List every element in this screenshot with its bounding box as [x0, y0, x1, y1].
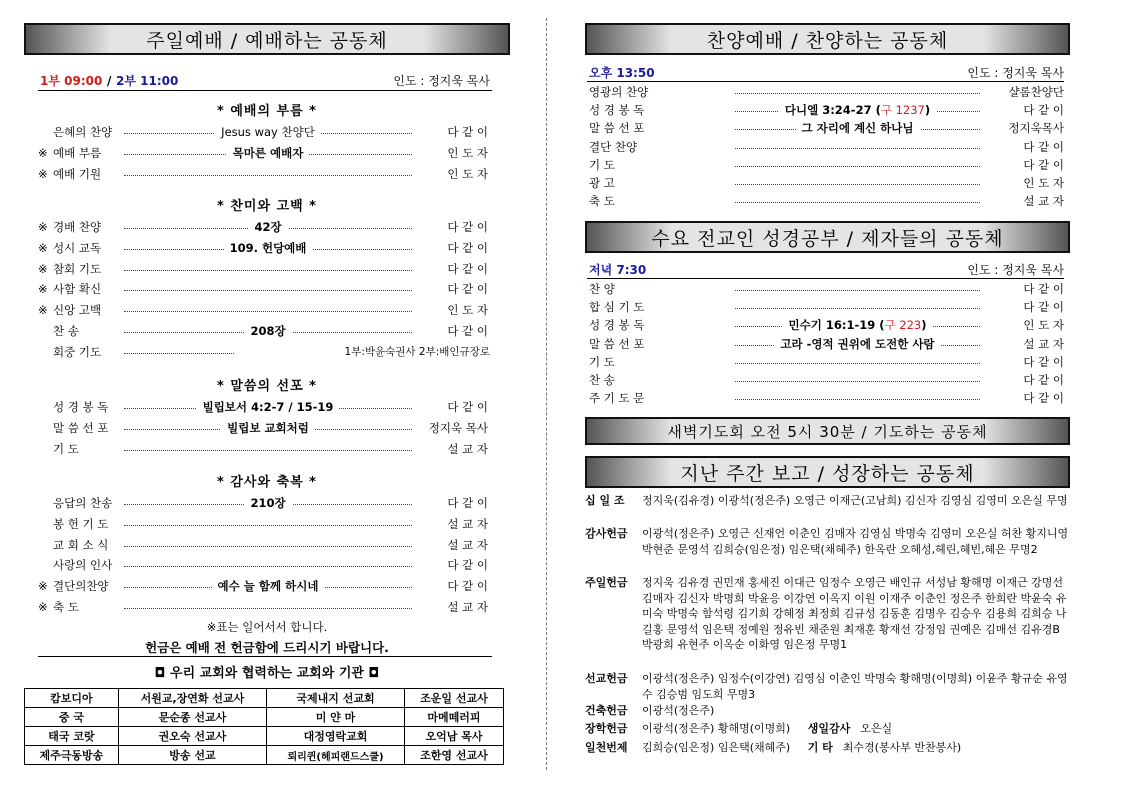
mark-symbol: ※ — [38, 303, 48, 318]
leader-dots — [735, 299, 980, 309]
service-row — [24, 599, 510, 615]
service-row — [585, 317, 1070, 333]
partner-cell: 방송 선교 — [118, 746, 266, 765]
row-label: 결단 찬양 — [589, 139, 638, 154]
row-label: 성시 교독 — [53, 240, 102, 255]
row-performer: 다 같 이 — [1023, 103, 1064, 118]
service-row — [24, 441, 510, 457]
row-content-text: 그 자리에 계신 하나님 — [801, 121, 914, 136]
row-label: 교 회 소 식 — [53, 537, 109, 552]
row-content-text: 목마른 예배자 — [227, 146, 310, 160]
standing-note: ※표는 일어서서 합니다. — [206, 620, 328, 634]
mark-symbol: ※ — [38, 579, 48, 594]
report-item — [585, 575, 1070, 651]
row-label: 경배 찬양 — [53, 220, 102, 234]
row-label: 예배 부름 — [53, 145, 102, 160]
report-label: 장학헌금 — [585, 722, 628, 735]
report-text — [642, 493, 1070, 509]
row-label: 찬 송 — [53, 324, 79, 338]
section-title: * 말씀의 선포 * — [217, 379, 317, 394]
row-content-text: 민수기 16:1-19 ( — [788, 318, 885, 333]
service-row — [585, 193, 1070, 209]
row-label: 찬 양 — [589, 282, 615, 296]
row-label: 예배 기원 — [53, 166, 102, 181]
partner-row — [25, 746, 504, 765]
mark-symbol: ※ — [38, 600, 48, 614]
row-performer: 다 같 이 — [1023, 354, 1064, 369]
time-separator: / — [107, 74, 112, 88]
leader-dots — [735, 390, 980, 400]
row-performer: 인 도 자 — [1023, 318, 1064, 333]
row-content-text: 다니엘 3:24-27 ( — [784, 103, 881, 118]
mark-symbol: ※ — [38, 240, 48, 255]
row-performer: 다 같 이 — [447, 220, 488, 234]
partner-cell: 권오숙 선교사 — [118, 727, 266, 746]
leader-dots — [124, 557, 412, 567]
service-row — [24, 323, 510, 339]
row-performer: 샬롬찬양단 — [1008, 85, 1064, 99]
service-row — [24, 557, 510, 573]
row-content-wrap — [774, 337, 940, 351]
mark-symbol: ※ — [38, 220, 48, 234]
weekly-report-header: 지난 주간 보고 / 성장하는 공동체 — [585, 456, 1070, 488]
row-content — [124, 420, 412, 436]
report-names: 이광석(정은주) — [642, 704, 715, 717]
leader-dots — [735, 139, 980, 149]
row-content-wrap — [796, 121, 920, 135]
row-performer: 설 교 자 — [447, 600, 488, 614]
praise-underline — [587, 81, 1064, 82]
partner-cell: 대정영락교회 — [267, 727, 405, 746]
row-content — [124, 495, 412, 511]
leader-dots — [735, 157, 980, 167]
service-time-row — [24, 73, 510, 89]
row-content-text: 208장 — [244, 324, 291, 338]
row-label: 성 경 봉 독 — [589, 103, 645, 118]
service-row — [585, 390, 1070, 406]
report-label: 선교헌금 — [585, 672, 628, 685]
row-content-wrap — [779, 103, 936, 117]
row-performer: 인 도 자 — [447, 303, 488, 318]
row-label: 성 경 봉 독 — [589, 318, 645, 333]
report-label: 감사헌금 — [585, 527, 628, 540]
row-label: 응답의 찬송 — [53, 496, 113, 510]
wed-time-row — [585, 262, 1070, 278]
row-content-text: Jesus way 찬양단 — [215, 125, 321, 139]
partner-cell: 캄보디아 — [25, 689, 119, 708]
row-performer: 다 같 이 — [1023, 391, 1064, 406]
row-performer: 설 교 자 — [447, 441, 488, 456]
mark-symbol: ※ — [38, 282, 48, 297]
row-label: 은혜의 찬양 — [53, 125, 113, 139]
wed-leader: 인도 : 정지욱 목사 — [967, 263, 1064, 277]
row-label: 주 기 도 문 — [589, 391, 645, 406]
row-content — [124, 219, 412, 235]
leader-dots — [124, 166, 412, 176]
leader-dots — [735, 84, 980, 94]
section-title: * 감사와 축복 * — [217, 475, 317, 490]
service-row — [585, 299, 1070, 315]
report-names: 정지욱(김유경) 이광석(정은주) 오영근 이재근(고남희) 김신자 김영심 김영미 오은실 무명 — [642, 494, 1068, 507]
row-content-wrap — [783, 318, 933, 332]
row-performer: 정지욱목사 — [1008, 121, 1064, 136]
report-label: 주일헌금 — [585, 576, 628, 589]
partner-cell: 국제내지 선교회 — [267, 689, 405, 708]
row-performer: 설 교 자 — [1023, 194, 1064, 209]
row-label: 찬 송 — [589, 373, 615, 387]
leader-dots — [124, 441, 412, 451]
partner-cell: 문순종 선교사 — [118, 708, 266, 727]
partner-cell: 서원교,장연화 선교사 — [118, 689, 266, 708]
row-content — [735, 336, 980, 352]
row-performer: 다 같 이 — [447, 558, 488, 573]
row-content — [124, 399, 412, 415]
row-label: 광 고 — [589, 176, 615, 190]
row-performer: 다 같 이 — [1023, 300, 1064, 315]
row-performer: 다 같 이 — [1023, 139, 1064, 154]
row-content-text: 42장 — [248, 220, 287, 234]
row-label: 말 씀 선 포 — [53, 420, 109, 435]
partner-cell: 제주극동방송 — [25, 746, 119, 765]
row-performer: 다 같 이 — [1023, 157, 1064, 172]
service-row — [585, 372, 1070, 388]
row-performer: 인 도 자 — [1023, 176, 1064, 190]
offering-underline — [38, 656, 492, 657]
report-names: 이광석(정은주) 임정수(이강연) 김영심 이춘인 박명숙 황해명(이명희) 이윤주 황규순 유영수 김승범 임도희 무명3 — [642, 672, 1068, 701]
row-label: 참회 기도 — [53, 261, 102, 276]
leader-dots — [124, 599, 412, 609]
leader-dots — [735, 372, 980, 382]
row-label: 결단의찬양 — [53, 579, 109, 594]
report-label: 십 일 조 — [585, 494, 625, 507]
row-content — [124, 578, 412, 594]
mark-symbol: ※ — [38, 166, 48, 181]
leader-dots — [124, 516, 412, 526]
row-performer: 다 같 이 — [447, 261, 488, 276]
report-label: 건축헌금 — [585, 704, 628, 717]
partner-cell: 마메떼러피 — [404, 708, 503, 727]
row-performer: 다 같 이 — [1023, 373, 1064, 387]
section-title: * 찬미와 고백 * — [217, 199, 317, 214]
service-row — [24, 219, 510, 235]
service-row — [585, 157, 1070, 173]
leader-dots — [124, 261, 412, 271]
partner-cell: 오억남 목사 — [404, 727, 503, 746]
row-label: 합 심 기 도 — [589, 300, 645, 315]
row-label: 성 경 봉 독 — [53, 400, 109, 414]
row-content-end: ) — [921, 318, 927, 333]
report-extra-label: 기 타 — [807, 741, 833, 754]
service-row — [24, 145, 510, 161]
row-content-end: ) — [924, 103, 931, 118]
dawn-prayer-header: 새벽기도회 오전 5시 30분 / 기도하는 공동체 — [585, 417, 1070, 445]
report-text — [642, 740, 1070, 756]
service-row — [24, 420, 510, 436]
row-content — [735, 120, 980, 136]
praise-service-header: 찬양예배 / 찬양하는 공동체 — [585, 23, 1070, 55]
partners-title: ◘ 우리 교회와 협력하는 교회와 기관 ◘ — [154, 666, 380, 681]
wed-time: 저녁 7:30 — [589, 263, 647, 277]
service-row — [24, 261, 510, 277]
mark-symbol: ※ — [38, 261, 48, 276]
row-content — [124, 124, 412, 140]
report-item — [585, 740, 1070, 794]
offering-note: 헌금은 예배 전 헌금함에 드리시기 바랍니다. — [145, 640, 389, 655]
service-row — [24, 281, 510, 297]
service-row — [585, 336, 1070, 352]
row-label: 기 도 — [53, 441, 79, 456]
time-underline — [38, 90, 492, 91]
row-content-text: 예수 늘 함께 하시네 — [212, 579, 325, 593]
leader-dots — [124, 281, 412, 291]
partner-row — [25, 689, 504, 708]
wed-underline — [587, 278, 1064, 279]
row-performer: 1부:박윤숙권사 2부:배인규장로 — [344, 345, 490, 358]
partner-row — [25, 727, 504, 746]
report-names: 김희승(임은정) 임은택(채혜주) — [642, 741, 791, 754]
service-row — [24, 344, 510, 360]
row-content — [735, 102, 980, 118]
report-text — [642, 721, 1070, 737]
report-text — [642, 671, 1070, 702]
row-performer: 인 도 자 — [447, 145, 488, 160]
row-content-text: 210장 — [244, 496, 291, 510]
row-label: 축 도 — [589, 194, 615, 209]
leader-dots — [735, 281, 980, 291]
leader-dots — [124, 344, 234, 354]
report-text — [642, 575, 1070, 653]
praise-leader: 인도 : 정지욱 목사 — [967, 66, 1064, 80]
partner-cell: 미 얀 마 — [267, 708, 405, 727]
report-extra-text: 오은실 — [860, 722, 893, 735]
sunday-service-header: 주일예배 / 예배하는 공동체 — [24, 23, 510, 55]
row-label: 신앙 고백 — [53, 303, 102, 318]
row-performer: 다 같 이 — [447, 240, 488, 255]
service-row — [585, 175, 1070, 191]
row-content-text: 109. 헌당예배 — [224, 241, 313, 255]
service-row — [24, 166, 510, 182]
wednesday-header: 수요 전교인 성경공부 / 제자들의 공동체 — [585, 221, 1070, 253]
service-row — [585, 102, 1070, 118]
report-text — [642, 703, 1070, 719]
service-row — [585, 120, 1070, 136]
row-performer: 정지욱 목사 — [428, 420, 488, 435]
row-label: 말 씀 선 포 — [589, 121, 645, 136]
row-performer: 다 같 이 — [447, 496, 488, 510]
row-performer: 다 같 이 — [447, 400, 488, 414]
row-content — [124, 323, 412, 339]
row-performer: 설 교 자 — [447, 537, 488, 552]
report-text — [642, 526, 1070, 557]
service-row — [585, 281, 1070, 297]
row-content-ref: 구 223 — [884, 318, 922, 333]
row-content — [124, 240, 412, 256]
service-row — [24, 578, 510, 594]
service-row — [24, 240, 510, 256]
row-content-text: 고라 -영적 권위에 도전한 사람 — [780, 336, 935, 351]
first-service-time: 1부 09:00 — [40, 74, 103, 88]
partner-cell: 뢰리퀸(헤피랜드스쿨) — [267, 746, 405, 765]
row-label: 회중 기도 — [53, 344, 102, 359]
row-label: 봉 헌 기 도 — [53, 516, 109, 531]
report-names: 이광석(정은주) 황해명(이명희) — [642, 722, 791, 735]
row-content-text: 빌립보 교회처럼 — [221, 421, 315, 435]
row-performer: 다 같 이 — [447, 125, 488, 139]
leader-dots — [735, 175, 980, 185]
section-title: * 예배의 부름 * — [217, 104, 317, 119]
row-label: 기 도 — [589, 354, 615, 369]
row-content — [735, 317, 980, 333]
page-divider — [546, 18, 547, 770]
service-row — [585, 354, 1070, 370]
service-row — [24, 495, 510, 511]
service-row — [24, 399, 510, 415]
partner-cell: 조운일 선교사 — [404, 689, 503, 708]
row-label: 말 씀 선 포 — [589, 336, 645, 351]
row-performer: 다 같 이 — [447, 282, 488, 297]
service-row — [24, 537, 510, 553]
partner-row — [25, 708, 504, 727]
row-performer: 다 같 이 — [447, 579, 488, 594]
row-performer: 설 교 자 — [447, 516, 488, 531]
partner-cell: 조한영 선교사 — [404, 746, 503, 765]
service-row — [585, 139, 1070, 155]
second-service-time: 2부 11:00 — [116, 74, 179, 88]
row-content — [124, 145, 412, 161]
row-label: 영광의 찬양 — [589, 85, 649, 99]
row-label: 사함 확신 — [53, 282, 102, 297]
leader-dots — [124, 302, 412, 312]
report-extra-text: 최수경(봉사부 반찬봉사) — [842, 741, 962, 754]
row-content-ref: 구 1237 — [880, 103, 925, 118]
row-label: 축 도 — [53, 600, 79, 614]
row-performer: 설 교 자 — [1023, 336, 1064, 351]
leader-dots — [735, 193, 980, 203]
partner-cell: 태국 코랏 — [25, 727, 119, 746]
row-performer: 인 도 자 — [447, 166, 488, 181]
leader-dots — [735, 354, 980, 364]
row-label: 기 도 — [589, 157, 615, 172]
row-label: 사랑의 인사 — [53, 558, 113, 573]
praise-time-row — [585, 65, 1070, 81]
report-names: 이광석(정은주) 오영근 신재언 이춘인 김매자 김영심 박명숙 김영미 오은실 허찬 황지니영 박현준 문영석 김희승(임은정) 임은택(채혜주) 한옥란 오혜성,헤린,혜빈,혜은 무명2 — [642, 527, 1069, 556]
praise-time: 오후 13:50 — [589, 66, 655, 80]
report-names: 정지욱 김유경 권민재 홍세진 이대근 임정수 오영근 배인규 서성남 황해명 이재근 강명선 김매자 김신자 박명희 박윤응 이강연 이옥지 이원 이재주 이춘인 정은주 한희란 박윤숙 유미숙 박명숙 함석령 김기희 강혜정 최정희 김규성 김동훈 김명우 김승우 김용희 김희승 나길홍 문영석 임은택 정예원 정유빈 채준원 최재훈 황재선 강정임 권예은 김매선 김유경B 박광희 유현주 이옥순 이화영 임은정 무명1 — [642, 576, 1067, 651]
row-performer: 다 같 이 — [447, 324, 488, 338]
mark-symbol: ※ — [38, 145, 48, 160]
service-row — [24, 516, 510, 532]
row-performer: 다 같 이 — [1023, 282, 1064, 296]
row-content-text: 빌립보서 4:2-7 / 15-19 — [197, 400, 340, 414]
partners-table — [24, 688, 504, 765]
partner-cell: 중 국 — [25, 708, 119, 727]
report-label: 일천번제 — [585, 741, 628, 754]
service-row — [24, 302, 510, 318]
service-leader: 인도 : 정지욱 목사 — [393, 74, 490, 88]
service-row — [24, 124, 510, 140]
service-row — [585, 84, 1070, 100]
report-extra-label: 생일감사 — [807, 722, 851, 735]
leader-dots — [124, 537, 412, 547]
